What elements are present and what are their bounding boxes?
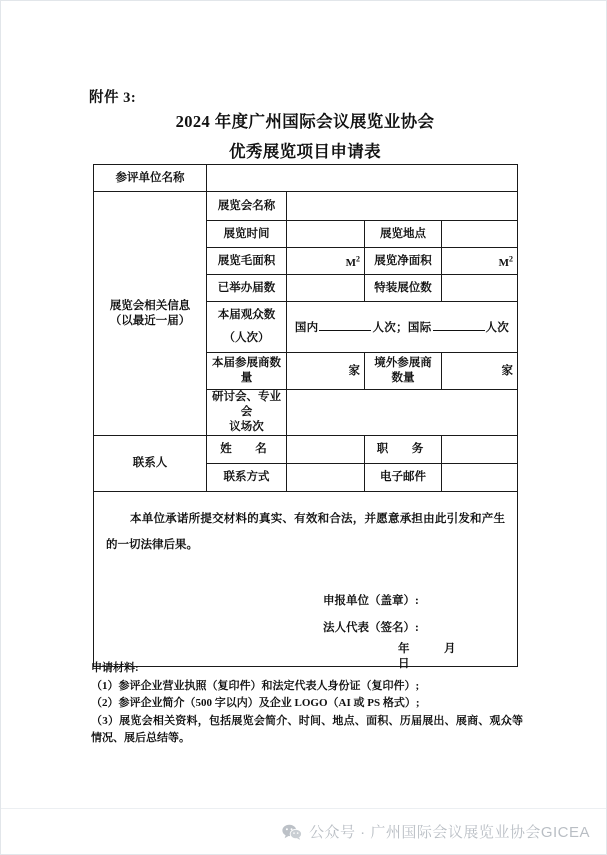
gross-area-value[interactable] xyxy=(287,248,365,275)
gross-area-label: 展览毛面积 xyxy=(207,248,287,275)
contact-section-label: 联系人 xyxy=(94,436,207,492)
audience-domestic-suffix: 人次； xyxy=(372,321,408,334)
gross-area-unit-sup: 2 xyxy=(356,254,360,264)
exhibition-time-value[interactable] xyxy=(287,221,365,248)
seminars-value[interactable] xyxy=(287,390,518,436)
exhibition-info-label-line-2: （以最近一届） xyxy=(109,314,191,327)
note-item-3: （3）展览会相关资料，包括展览会简介、时间、地点、面积、历届展出、展商、观众等情况、展后总结等。 xyxy=(91,714,523,744)
date-year-label: 年 xyxy=(398,643,410,655)
exhibition-time-label: 展览时间 xyxy=(207,221,287,248)
audience-domestic-blank[interactable] xyxy=(319,319,371,331)
footer-account-text: 公众号 · 广州国际会议展览业协会GICEA xyxy=(308,824,590,841)
gross-area-unit-text: M xyxy=(345,256,356,269)
seminars-label xyxy=(207,390,287,436)
footer-bar xyxy=(1,808,607,854)
legal-representative-line[interactable]: 法人代表（签名）: xyxy=(323,622,419,634)
note-item-1: （1）参评企业营业执照（复印件）和法定代表人身份证（复印件）; xyxy=(91,679,420,692)
contact-name-label: 姓 名 xyxy=(207,436,287,464)
date-month-label: 月 xyxy=(444,643,456,655)
special-booth-value[interactable] xyxy=(442,275,518,302)
unit-name-label: 参评单位名称 xyxy=(94,165,207,192)
seminars-label-line-2: 议场次 xyxy=(229,421,264,433)
sessions-held-value[interactable] xyxy=(287,275,365,302)
audience-domestic-prefix: 国内 xyxy=(294,321,319,334)
contact-email-value[interactable] xyxy=(442,464,518,492)
net-area-unit-sup: 2 xyxy=(509,254,513,264)
overseas-exhibitors-label: 境外参展商数量 xyxy=(365,353,442,390)
audience-international-blank[interactable] xyxy=(433,319,485,331)
attachment-label: 附件 3: xyxy=(89,90,137,106)
table-row-exhibition-name xyxy=(94,192,518,221)
exhibitors-label: 本届参展商数量 xyxy=(207,353,287,390)
net-area-unit-text: M xyxy=(498,256,509,269)
notes-title: 申请材料: xyxy=(91,662,139,674)
audience-value-row[interactable] xyxy=(287,302,518,353)
net-area-value[interactable] xyxy=(442,248,518,275)
application-materials-notes xyxy=(91,660,523,748)
sessions-held-label: 已举办届数 xyxy=(207,275,287,302)
date-day-label: 日 xyxy=(398,658,410,670)
net-area-unit xyxy=(498,254,513,269)
unit-name-value[interactable] xyxy=(207,165,518,192)
contact-position-label: 职 务 xyxy=(365,436,442,464)
audience-label-line-2: （人次） xyxy=(223,332,270,344)
seminars-label-line-1: 研讨会、专业会 xyxy=(212,391,281,418)
applicant-seal-line[interactable]: 申报单位（盖章）: xyxy=(323,595,419,607)
contact-email-label: 电子邮件 xyxy=(365,464,442,492)
net-area-label: 展览净面积 xyxy=(365,248,442,275)
note-item-2: （2）参评企业简介（500 字以内）及企业 LOGO（AI 或 PS 格式）; xyxy=(91,697,420,709)
exhibition-info-label-line-1: 展览会相关信息 xyxy=(109,299,191,312)
contact-position-value[interactable] xyxy=(442,436,518,464)
exhibition-name-value[interactable] xyxy=(287,192,518,221)
document-title xyxy=(93,109,517,165)
exhibition-place-value[interactable] xyxy=(442,221,518,248)
title-line-1: 2024 年度广州国际会议展览业协会 xyxy=(175,112,435,131)
audience-international-suffix: 人次 xyxy=(485,321,510,334)
table-row-unit-name xyxy=(94,165,518,192)
special-booth-label: 特装展位数 xyxy=(365,275,442,302)
gross-area-unit xyxy=(345,254,360,269)
table-row-statement xyxy=(94,492,518,667)
exhibition-info-section-label xyxy=(94,192,207,436)
audience-international-prefix: 国际 xyxy=(407,321,432,334)
contact-phone-label: 联系方式 xyxy=(207,464,287,492)
signature-block xyxy=(323,588,419,642)
audience-label-line-1: 本届观众数 xyxy=(217,309,276,321)
table-row-contact-name xyxy=(94,436,518,464)
statement-text: 本单位承诺所提交材料的真实、有效和合法，并愿意承担由此引发和产生的一切法律后果。 xyxy=(106,513,505,551)
title-line-2: 优秀展览项目申请表 xyxy=(228,142,382,161)
overseas-exhibitors-value[interactable]: 家 xyxy=(442,353,518,390)
exhibitors-value[interactable]: 家 xyxy=(287,353,365,390)
exhibition-name-label: 展览会名称 xyxy=(207,192,287,221)
contact-phone-value[interactable] xyxy=(287,464,365,492)
contact-name-value[interactable] xyxy=(287,436,365,464)
footer-account[interactable] xyxy=(282,821,590,842)
audience-label xyxy=(207,302,287,353)
exhibition-place-label: 展览地点 xyxy=(365,221,442,248)
wechat-icon xyxy=(282,824,302,840)
